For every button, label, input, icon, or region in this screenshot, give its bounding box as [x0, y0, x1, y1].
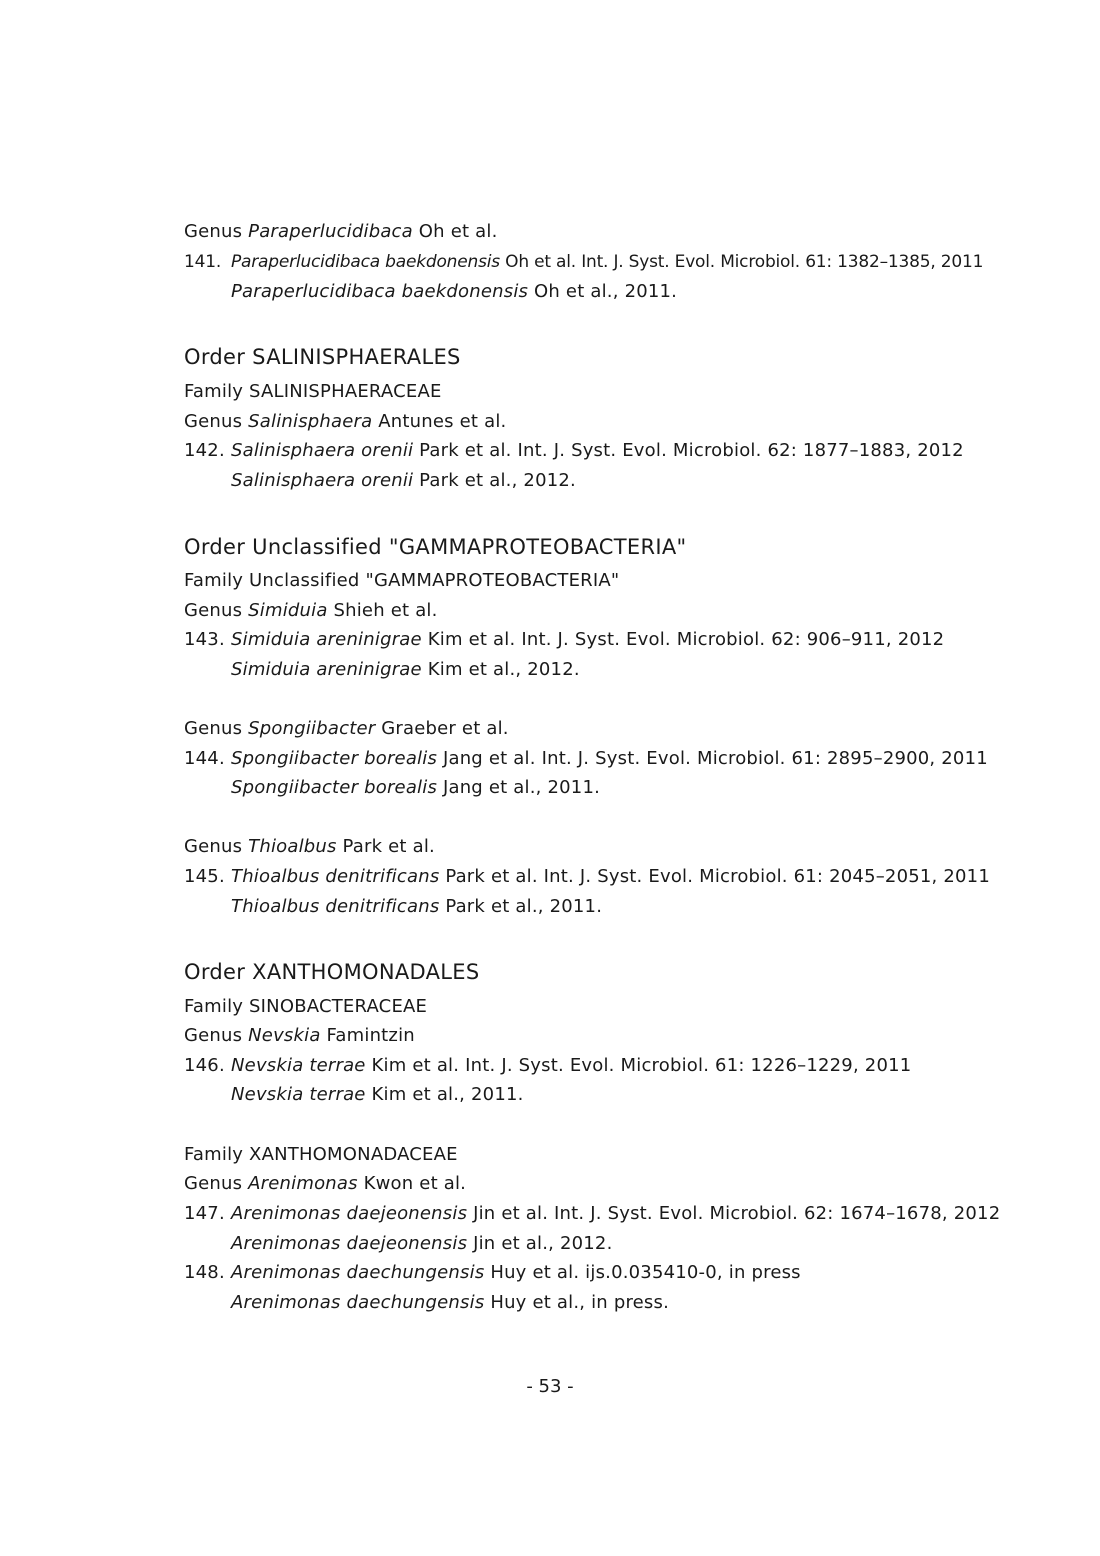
species-entry: 144. Spongiibacter borealis Jang et al. Int. J. Syst. Evol. Microbiol. 61: 2895–2900, 2011	[184, 748, 988, 769]
family-heading: Family XANTHOMONADACEAE	[184, 1144, 458, 1165]
species-entry: 142. Salinisphaera orenii Park et al. Int. J. Syst. Evol. Microbiol. 62: 1877–1883, 2012	[184, 440, 964, 461]
species-author-line: Arenimonas daechungensis Huy et al., in press.	[231, 1292, 670, 1313]
species-author-line: Paraperlucidibaca baekdonensis Oh et al., 2011.	[231, 281, 678, 302]
genus-heading: Genus Simiduia Shieh et al.	[184, 600, 438, 621]
species-entry: 145. Thioalbus denitrificans Park et al. Int. J. Syst. Evol. Microbiol. 61: 2045–2051, 2011	[184, 866, 990, 887]
species-author-line: Simiduia areninigrae Kim et al., 2012.	[231, 659, 580, 680]
family-heading: Family Unclassified "GAMMAPROTEOBACTERIA"	[184, 570, 620, 591]
genus-heading: Genus Nevskia Famintzin	[184, 1025, 415, 1046]
genus-heading: Genus Spongiibacter Graeber et al.	[184, 718, 509, 739]
species-entry: 146. Nevskia terrae Kim et al. Int. J. Syst. Evol. Microbiol. 61: 1226–1229, 2011	[184, 1055, 912, 1076]
order-heading: Order XANTHOMONADALES	[184, 960, 480, 984]
family-heading: Family SALINISPHAERACEAE	[184, 381, 442, 402]
genus-heading: Genus Salinisphaera Antunes et al.	[184, 411, 507, 432]
order-heading: Order Unclassified "GAMMAPROTEOBACTERIA"	[184, 535, 687, 559]
species-author-line: Spongiibacter borealis Jang et al., 2011.	[231, 777, 601, 798]
order-heading: Order SALINISPHAERALES	[184, 345, 461, 369]
species-author-line: Nevskia terrae Kim et al., 2011.	[231, 1084, 524, 1105]
species-author-line: Salinisphaera orenii Park et al., 2012.	[231, 470, 576, 491]
page-number: - 53 -	[526, 1376, 574, 1397]
species-entry: 141. Paraperlucidibaca baekdonensis Oh et al. Int. J. Syst. Evol. Microbiol. 61: 1382–1385, 2011	[184, 252, 984, 272]
species-author-line: Arenimonas daejeonensis Jin et al., 2012.	[231, 1233, 613, 1254]
species-entry: 143. Simiduia areninigrae Kim et al. Int. J. Syst. Evol. Microbiol. 62: 906–911, 2012	[184, 629, 945, 650]
genus-heading: Genus Thioalbus Park et al.	[184, 836, 435, 857]
family-heading: Family SINOBACTERACEAE	[184, 996, 428, 1017]
genus-heading: Genus Paraperlucidibaca Oh et al.	[184, 221, 498, 242]
species-entry: 148. Arenimonas daechungensis Huy et al. ijs.0.035410-0, in press	[184, 1262, 801, 1283]
species-entry: 147. Arenimonas daejeonensis Jin et al. Int. J. Syst. Evol. Microbiol. 62: 1674–1678, 2012	[184, 1203, 1001, 1224]
species-author-line: Thioalbus denitrificans Park et al., 2011.	[231, 896, 603, 917]
genus-heading: Genus Arenimonas Kwon et al.	[184, 1173, 467, 1194]
